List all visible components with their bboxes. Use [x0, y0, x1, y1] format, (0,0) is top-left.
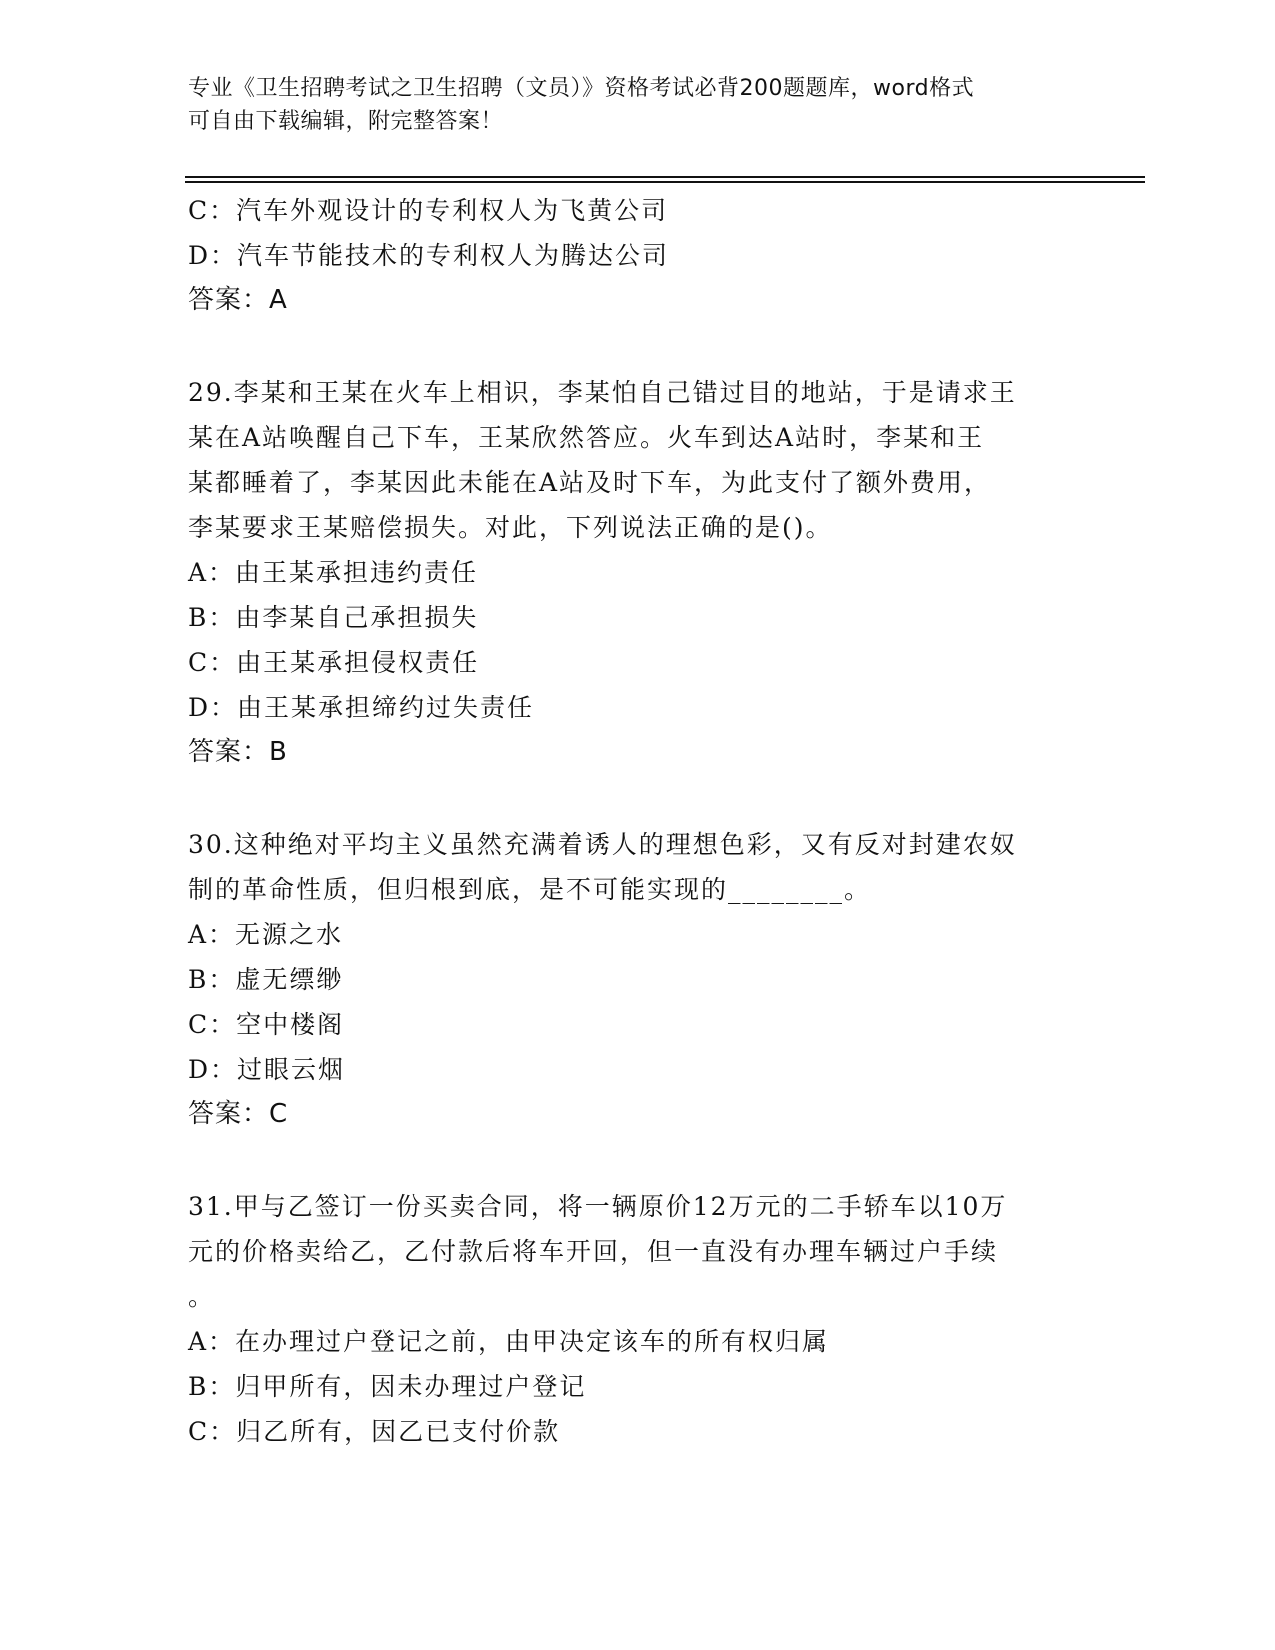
- q31-stem-line-2: 元的价格卖给乙，乙付款后将车开回，但一直没有办理车辆过户手续: [188, 1237, 999, 1266]
- header-rule-bottom: [185, 181, 1145, 183]
- q28-answer: 答案：A: [188, 285, 288, 315]
- question-28-tail: [188, 188, 1088, 323]
- question-31: [188, 1184, 1088, 1454]
- question-30: [188, 822, 1088, 1137]
- spacer: [188, 775, 1088, 822]
- header-rule-top: [185, 176, 1145, 178]
- question-29: [188, 370, 1088, 775]
- q29-stem-line-4: 李某要求王某赔偿损失。对此，下列说法正确的是()。: [188, 513, 833, 542]
- q31-option-a: A：在办理过户登记之前，由甲决定该车的所有权归属: [188, 1327, 830, 1356]
- q30-answer: 答案：C: [188, 1099, 289, 1129]
- q29-option-a: A：由王某承担违约责任: [188, 558, 479, 587]
- q30-stem-line-1: 30.这种绝对平均主义虽然充满着诱人的理想色彩，又有反对封建农奴: [188, 830, 1017, 859]
- q30-option-c: C：空中楼阁: [188, 1010, 345, 1039]
- q31-option-c: C：归乙所有，因乙已支付价款: [188, 1417, 561, 1446]
- header-line-1: 专业《卫生招聘考试之卫生招聘（文员）》资格考试必背200题题库，word格式: [188, 76, 975, 101]
- q30-stem-line-2: 制的革命性质，但归根到底，是不可能实现的________。: [188, 875, 872, 904]
- q31-stem-line-1: 31.甲与乙签订一份买卖合同，将一辆原价12万元的二手轿车以10万: [188, 1192, 1008, 1221]
- q29-stem-line-1: 29.李某和王某在火车上相识，李某怕自己错过目的地站，于是请求王: [188, 378, 1017, 407]
- q29-stem-line-2: 某在A站唤醒自己下车，王某欣然答应。火车到达A站时，李某和王: [188, 423, 985, 452]
- q29-option-c: C：由王某承担侵权责任: [188, 648, 480, 677]
- document-header: [188, 72, 1068, 138]
- q28-option-d: D：汽车节能技术的专利权人为腾达公司: [188, 241, 670, 270]
- q31-stem-line-3: 。: [188, 1282, 216, 1311]
- q30-option-a: A：无源之水: [188, 920, 344, 949]
- q29-option-b: B：由李某自己承担损失: [188, 603, 479, 632]
- document-body: [188, 188, 1088, 1454]
- q29-answer: 答案：B: [188, 737, 288, 767]
- q29-stem-line-3: 某都睡着了，李某因此未能在A站及时下车，为此支付了额外费用，: [188, 468, 992, 497]
- header-line-2: 可自由下载编辑，附完整答案！: [188, 109, 504, 134]
- q31-option-b: B：归甲所有，因未办理过户登记: [188, 1372, 587, 1401]
- q29-option-d: D：由王某承担缔约过失责任: [188, 693, 535, 722]
- spacer: [188, 1137, 1088, 1184]
- q30-option-b: B：虚无缥缈: [188, 965, 344, 994]
- spacer: [188, 323, 1088, 370]
- q28-option-c: C：汽车外观设计的专利权人为飞黄公司: [188, 196, 669, 225]
- q30-option-d: D：过眼云烟: [188, 1055, 346, 1084]
